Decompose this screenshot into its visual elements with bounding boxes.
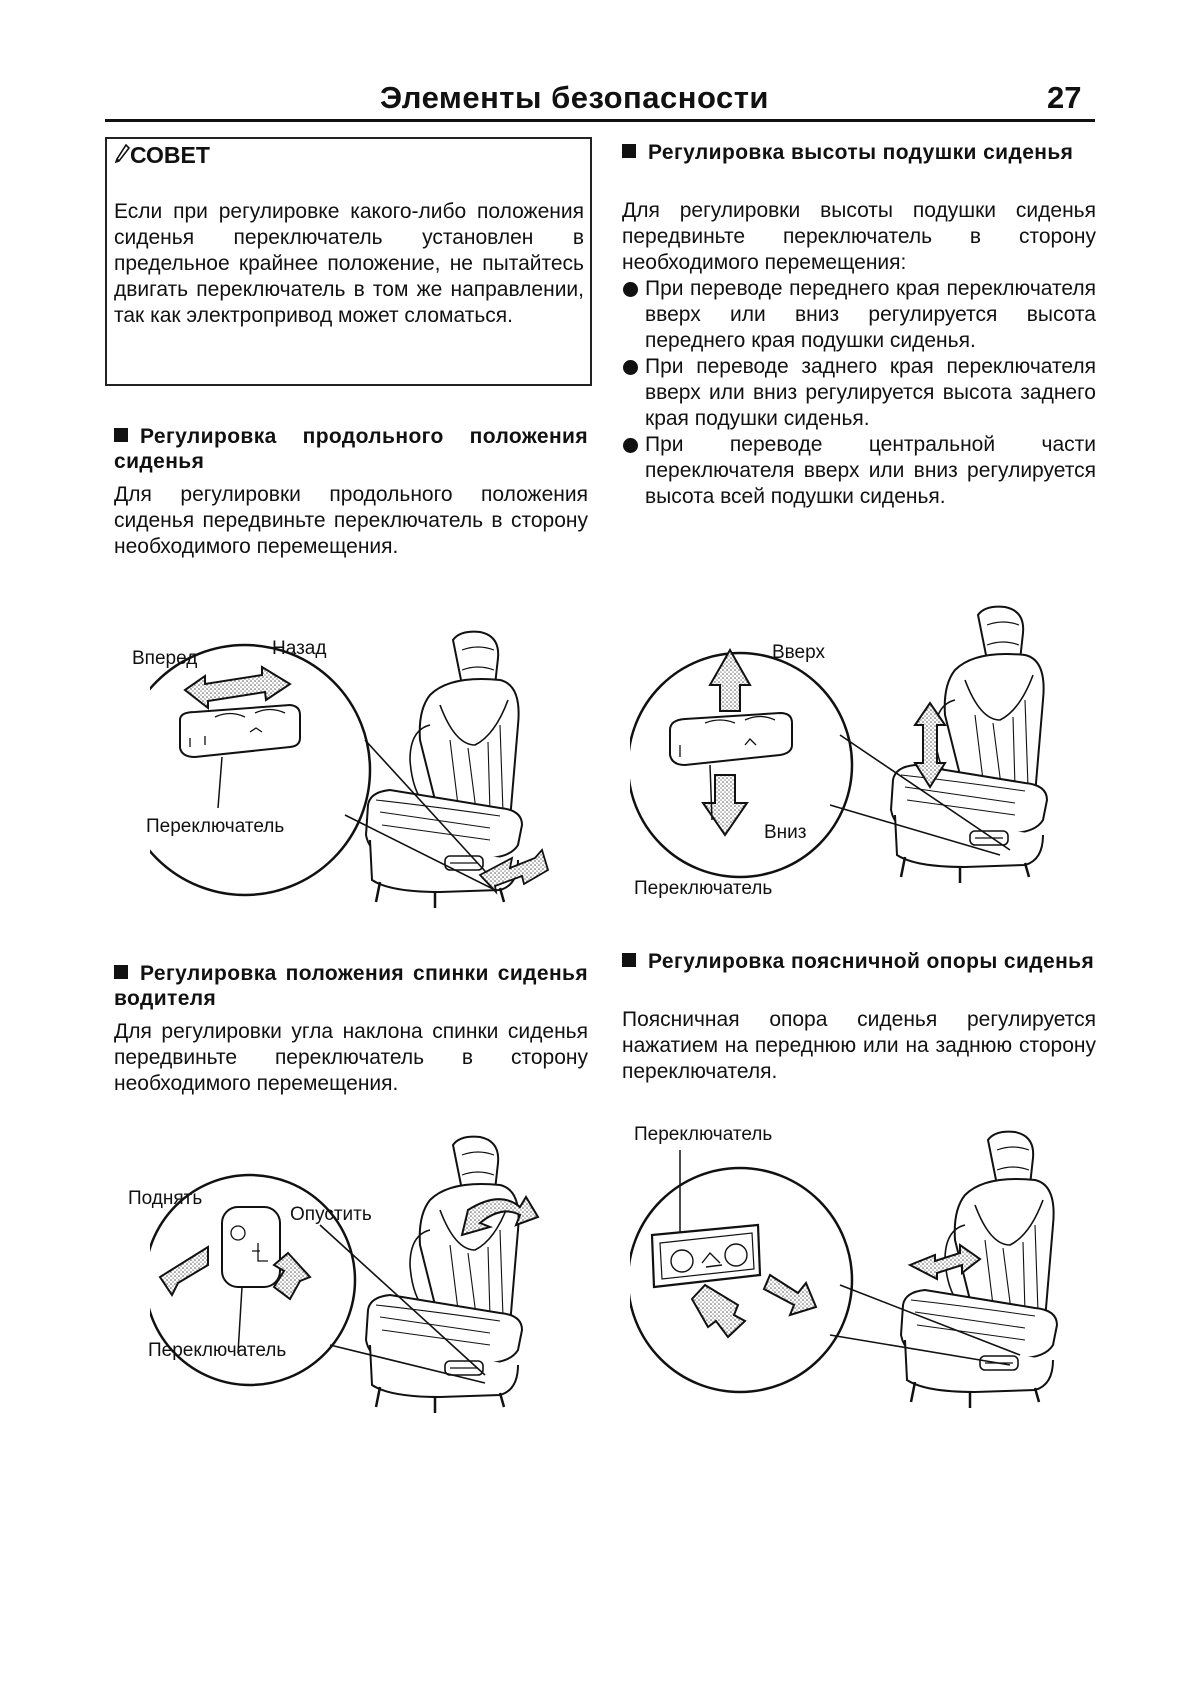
section-text-lumbar: Поясничная опора сиденья регулируется нажатием на переднюю или на заднюю сторону переключателя. <box>622 1008 1096 1083</box>
label-up: Вверх <box>772 642 825 663</box>
square-bullet-icon <box>114 428 128 442</box>
section-heading-backrest: Регулировка положения спинки сиденья водителя <box>114 962 588 1010</box>
page-number: 27 <box>1047 80 1082 115</box>
tip-title-text: СОВЕТ <box>130 142 210 168</box>
list-item: При переводе центральной части переключателя вверх или вниз регулируется высота всей подушки сиденья. <box>622 432 1096 510</box>
figure-backrest <box>150 1135 575 1425</box>
cushion-height-bullets <box>622 276 1096 510</box>
label-switch: Переключатель <box>146 816 285 837</box>
page-title: Элементы безопасности <box>380 80 769 115</box>
figure-lumbar <box>630 1115 1090 1415</box>
figure-longitudinal <box>150 620 570 920</box>
section-heading-longitudinal: Регулировка продольного положения сиденья <box>114 425 588 473</box>
pencil-icon <box>114 144 130 166</box>
label-switch: Переключатель <box>634 1124 773 1145</box>
tip-title <box>114 142 210 169</box>
seat-icon <box>891 607 1047 883</box>
label-raise: Поднять <box>128 1188 203 1209</box>
square-bullet-icon <box>114 965 128 979</box>
tip-text: Если при регулировке какого-либо положения сиденья переключатель установлен в предельное крайнее положение, не пытайтесь двигать переключатель в том же направлении, так как электропривод может сломаться. <box>114 200 584 327</box>
seat-icon <box>366 1137 522 1413</box>
label-switch: Переключатель <box>634 878 773 899</box>
header-rule <box>105 119 1095 122</box>
section-heading-lumbar: Регулировка поясничной опоры сиденья <box>622 949 1096 974</box>
figure-cushion-height <box>630 605 1090 900</box>
section-text-backrest: Для регулировки угла наклона спинки сиденья передвиньте переключатель в сторону необходимого перемещения. <box>114 1020 588 1095</box>
section-heading-cushion-height: Регулировка высоты подушки сиденья <box>622 140 1096 165</box>
section-text-longitudinal: Для регулировки продольного положения сиденья передвиньте переключатель в сторону необходимого перемещения. <box>114 483 588 558</box>
label-forward: Вперед <box>132 648 198 669</box>
list-item: При переводе заднего края переключателя вверх или вниз регулируется высота заднего края подушки сиденья. <box>622 354 1096 432</box>
section-text-cushion-height: Для регулировки высоты подушки сиденья передвиньте переключатель в сторону необходимого перемещения: <box>622 199 1096 274</box>
square-bullet-icon <box>622 144 636 158</box>
label-back: Назад <box>272 638 327 659</box>
label-switch: Переключатель <box>148 1340 287 1361</box>
label-down: Вниз <box>764 822 807 843</box>
label-lower: Опустить <box>290 1204 372 1225</box>
square-bullet-icon <box>622 953 636 967</box>
list-item: При переводе переднего края переключателя вверх или вниз регулируется высота переднего края подушки сиденья. <box>622 276 1096 354</box>
